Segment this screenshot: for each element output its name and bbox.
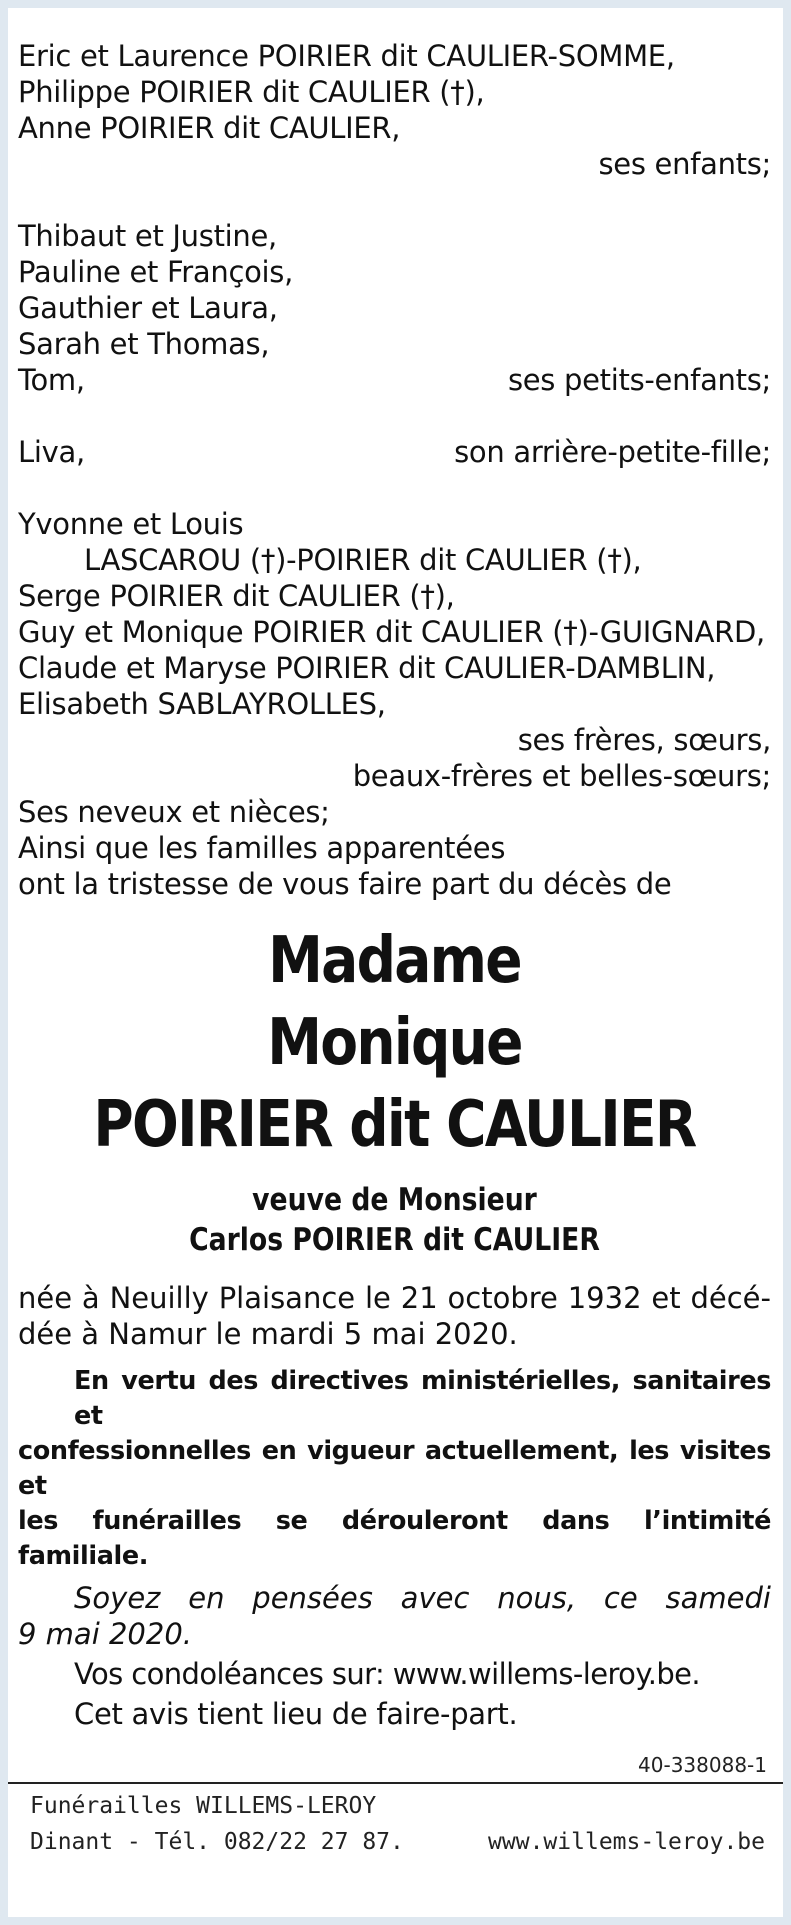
birth-death-info [18, 1280, 771, 1352]
sibling-name: LASCAROU (†)-POIRIER dit CAULIER (†), [84, 543, 642, 577]
directive-paragraph [18, 1364, 771, 1574]
families-line: Ainsi que les familles apparentées [18, 831, 506, 865]
grandchild-name: Gauthier et Laura, [18, 291, 278, 325]
footer [30, 1788, 765, 1860]
thoughts-line: 9 mai 2020. [18, 1617, 192, 1651]
grandchild-name: Pauline et François, [18, 255, 294, 289]
grandchild-name: Tom, [18, 363, 85, 397]
deceased-name-block [18, 920, 771, 1260]
directive-line: En vertu des directives ministérielles, sanitaires et [74, 1366, 771, 1431]
deceased-last-name: POIRIER dit CAULIER [93, 1088, 696, 1162]
children-role: ses enfants; [598, 147, 771, 181]
sibling-name: Yvonne et Louis [18, 507, 244, 541]
thoughts-paragraph [18, 1580, 771, 1652]
deceased-first-name: Monique [267, 1006, 522, 1080]
faire-part-line: Cet avis tient lieu de faire-part. [74, 1697, 518, 1731]
thoughts-line: Soyez en pensées avec nous, ce samedi [74, 1581, 771, 1615]
great-grandchild-row [18, 434, 771, 470]
directive-line: les funérailles se dérouleront dans l’intimité familiale. [18, 1506, 771, 1571]
grandchildren-role: ses petits-enfants; [507, 363, 771, 397]
footer-contact-row [30, 1824, 765, 1860]
grandchildren-last-row [18, 362, 771, 398]
announce-line: ont la tristesse de vous faire part du décès de [18, 867, 672, 901]
widow-line: veuve de Monsieur [252, 1182, 537, 1218]
sibling-name: Guy et Monique POIRIER dit CAULIER (†)-GUIGNARD, [18, 615, 765, 649]
sibling-name: Elisabeth SABLAYROLLES, [18, 687, 386, 721]
widow-line: Carlos POIRIER dit CAULIER [189, 1222, 600, 1258]
child-name: Philippe POIRIER dit CAULIER (†), [18, 75, 485, 109]
great-grandchild-name: Liva, [18, 435, 85, 469]
siblings-list [18, 506, 771, 794]
children-list [18, 38, 771, 182]
siblings-role: ses frères, sœurs, [517, 723, 771, 757]
funeral-home-name: Funérailles WILLEMS-LEROY [30, 1793, 377, 1819]
grandchild-name: Thibaut et Justine, [18, 219, 277, 253]
nephews-line: Ses neveux et nièces; [18, 795, 330, 829]
reference-number: 40-338088-1 [638, 1753, 767, 1777]
obituary-notice [8, 8, 783, 1917]
birth-death-line: dée à Namur le mardi 5 mai 2020. [18, 1317, 518, 1351]
sibling-name: Serge POIRIER dit CAULIER (†), [18, 579, 455, 613]
deceased-title: Madame [268, 924, 521, 998]
grandchildren-list [18, 218, 771, 398]
siblings-role: beaux-frères et belles-sœurs; [352, 759, 771, 793]
great-grandchild-role: son arrière-petite-fille; [454, 435, 771, 469]
notice-body [18, 38, 771, 1732]
condolences-line: Vos condoléances sur: www.willems-leroy.be. [74, 1657, 701, 1691]
footer-divider [8, 1782, 783, 1784]
directive-line: confessionnelles en vigueur actuellement, les visites et [18, 1436, 771, 1501]
sibling-name: Claude et Maryse POIRIER dit CAULIER-DAMBLIN, [18, 651, 716, 685]
grandchild-name: Sarah et Thomas, [18, 327, 270, 361]
child-name: Anne POIRIER dit CAULIER, [18, 111, 401, 145]
birth-death-line: née à Neuilly Plaisance le 21 octobre 1932 et décé- [18, 1281, 771, 1315]
funeral-home-phone: Dinant - Tél. 082/22 27 87. [30, 1829, 404, 1855]
funeral-home-website[interactable]: www.willems-leroy.be [488, 1829, 765, 1855]
child-name: Eric et Laurence POIRIER dit CAULIER-SOMME, [18, 39, 675, 73]
